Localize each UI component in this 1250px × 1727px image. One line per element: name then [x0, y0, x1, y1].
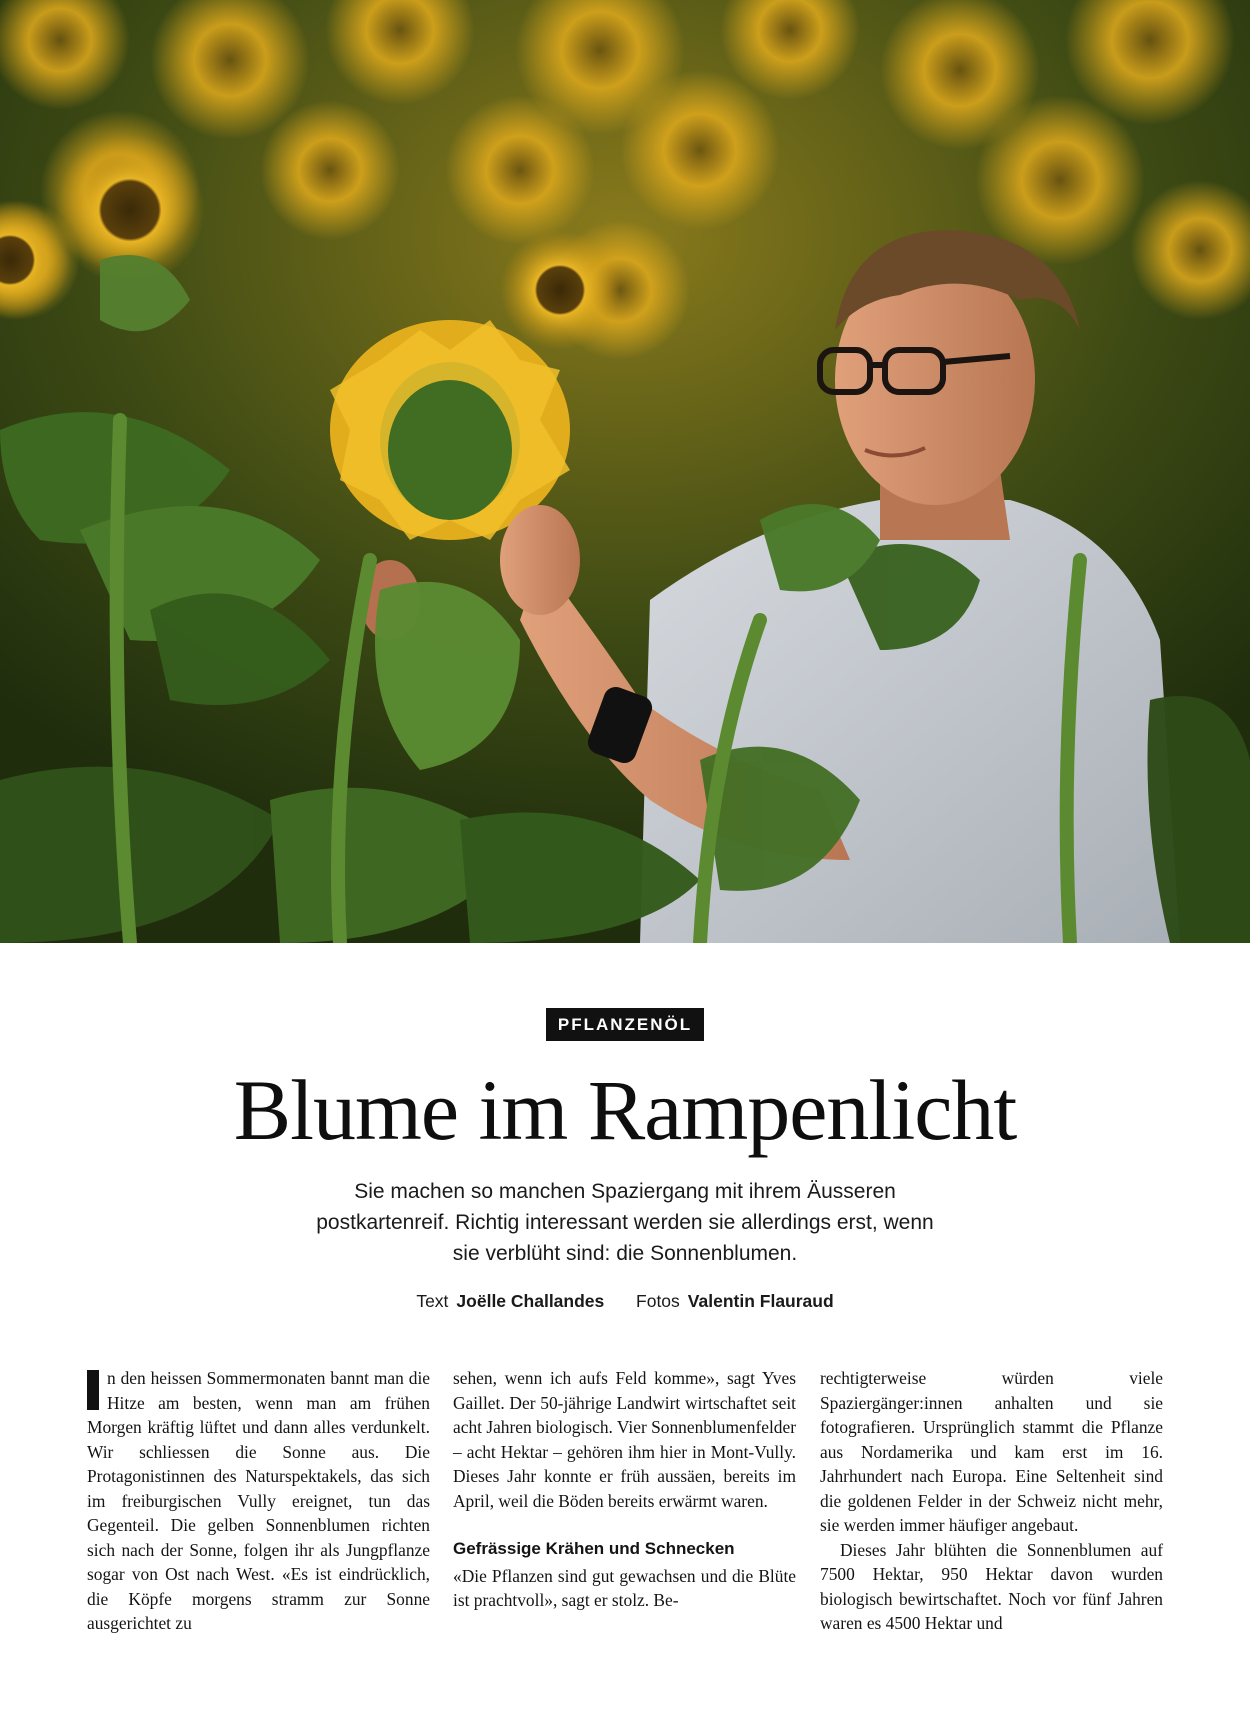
- body-column-2: [453, 1366, 796, 1613]
- credit-photo-label: Fotos: [636, 1291, 680, 1311]
- column-3-paragraph-1: rechtigterweise würden viele Spaziergänger:innen anhalten und sie fotografieren. Ursprünglich stammt die Pflanze aus Nordamerika und kam erst im 16. Jahrhundert nach Europa. Eine Seltenheit sind die goldenen Felder in der Schweiz nicht mehr, sie werden immer häufiger angebaut.: [820, 1368, 1163, 1535]
- credit-photo-author: Valentin Flauraud: [687, 1291, 834, 1311]
- credit-text-label: Text: [416, 1291, 449, 1311]
- article-lead: Sie machen so manchen Spaziergang mit ihrem Äusseren postkartenreif. Richtig interessant werden sie allerdings erst, wenn sie verblüht sind: die Sonnenblumen.: [316, 1180, 934, 1265]
- column-1-text: n den heissen Sommermonaten bannt man die Hitze am besten, wenn man am frühen Morgen kräftig lüftet und dann alles verdunkelt. Wir schliessen die Sonne aus. Die Protagonistinnen des Naturspektakels, das sich im freiburgischen Vully ereignet, tun das Gegenteil. Die gelben Sonnenblumen richten sich nach der Sonne, folgen ihr als Jungpflanze sogar von Ost nach West. «Es ist eindrücklich, die Köpfe morgens stramm zur Sonne ausgerichtet zu: [87, 1368, 430, 1633]
- article-credits: [0, 1291, 1250, 1312]
- body-column-3: [820, 1366, 1163, 1636]
- column-2-paragraph-2: «Die Pflanzen sind gut gewachsen und die Blüte ist prachtvoll», sagt er stolz. Be-: [453, 1565, 796, 1610]
- subheading: Gefrässige Krähen und Schnecken: [453, 1539, 735, 1558]
- credit-text-author: Joëlle Challandes: [456, 1291, 605, 1311]
- column-2-paragraph-1: sehen, wenn ich aufs Feld komme», sagt Yves Gaillet. Der 50-jährige Landwirt wirtschaftet seit acht Jahren biologisch. Vier Sonnenblumenfelder – acht Hektar – gehören ihm hier in Mont-Vully. Dieses Jahr konnte er früh aussäen, bereits im April, weil die Böden bereits erwärmt waren.: [453, 1368, 796, 1511]
- section-kicker: PFLANZENÖL: [546, 1008, 704, 1041]
- article-title: Blume im Rampenlicht: [233, 1062, 1017, 1158]
- body-column-1: [87, 1366, 430, 1636]
- column-3-paragraph-2: Dieses Jahr blühten die Sonnenblumen auf 7500 Hektar, 950 Hektar davon wurden biologisch bewirtschaftet. Noch vor fünf Jahren waren es 4500 Hektar und: [820, 1539, 1163, 1633]
- kicker-wrapper: [0, 1008, 1250, 1041]
- drop-cap: [87, 1370, 99, 1410]
